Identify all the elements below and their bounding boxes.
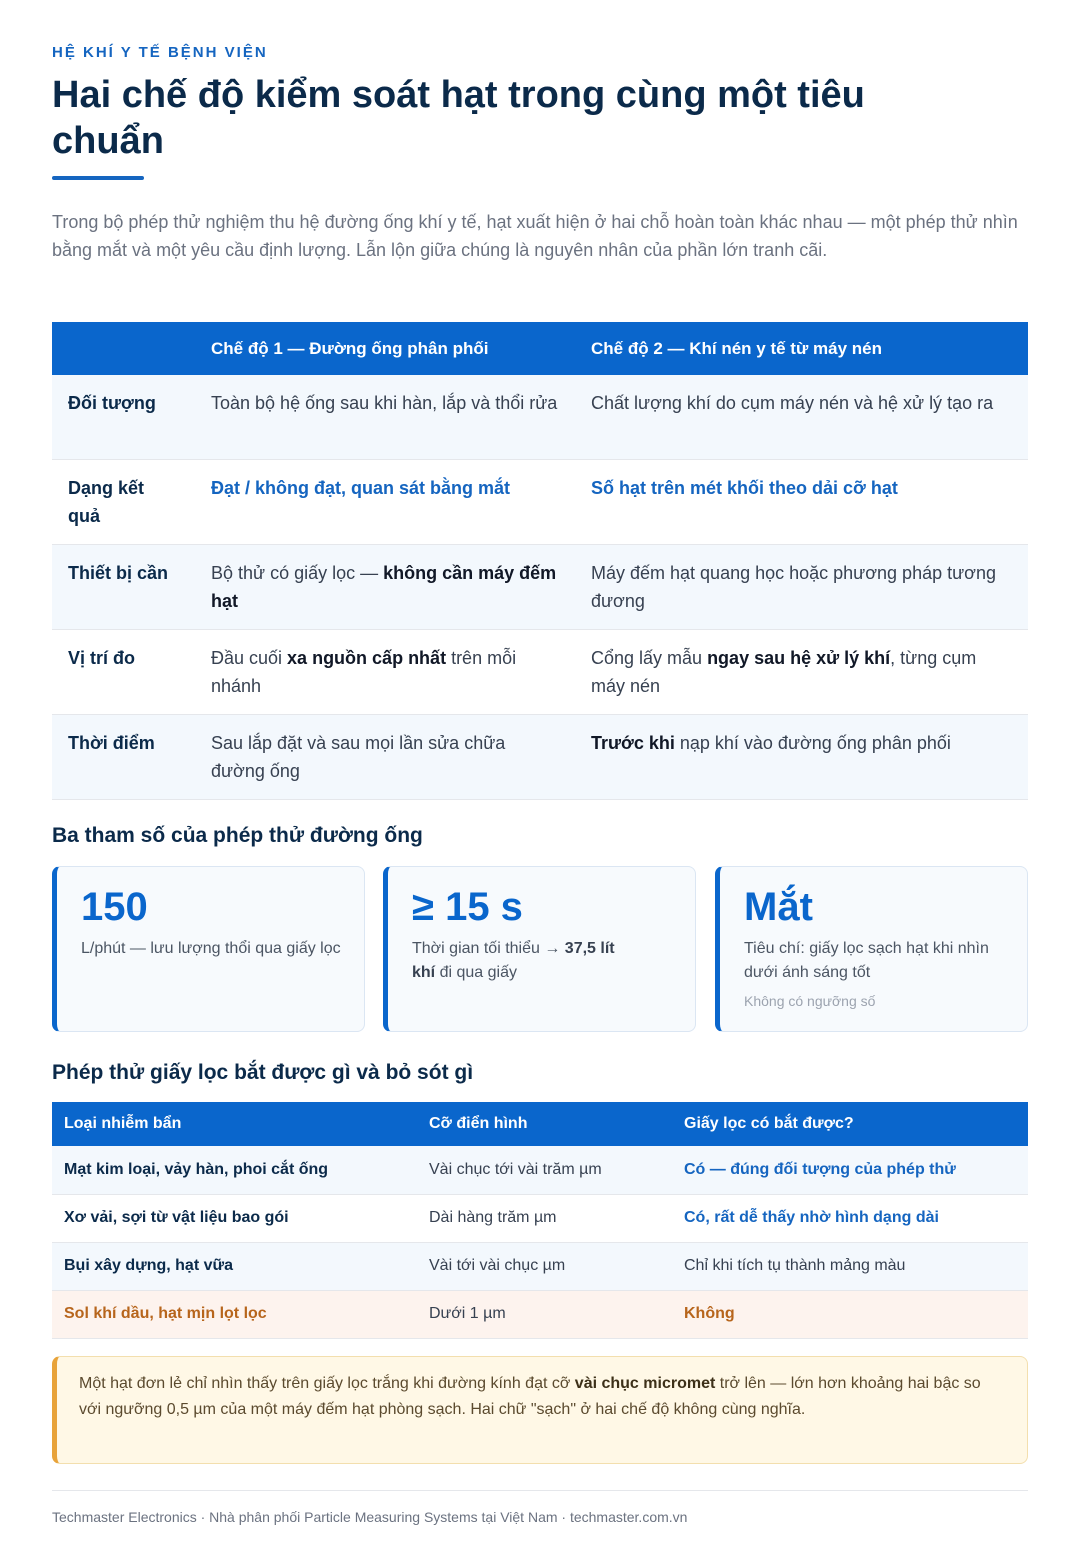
contaminant-table [52,1102,1028,1339]
param-description: Tiêu chí: giấy lọc sạch hạt khi nhìn dưới ánh sáng tốt [744,940,989,981]
header-result: Giấy lọc có bắt được? [672,1102,1028,1146]
table-row [52,1194,1028,1242]
cell-text: Đầu cuối [211,647,288,668]
params-heading: Ba tham số của phép thử đường ống [52,824,423,847]
contaminant-size: Vài tới vài chục µm [417,1242,672,1290]
mode1-cell [195,629,575,714]
comparison-header-empty [52,322,195,375]
cell-text: nạp khí vào đường ống phân phối [674,732,951,753]
cell-text: Bộ thử có giấy lọc — [211,562,384,583]
param-card-duration [383,866,696,1032]
catch-heading: Phép thử giấy lọc bắt được gì và bỏ sót gì [52,1061,474,1084]
table-row [52,1290,1028,1338]
row-label: Thiết bị cần [52,544,195,629]
param-cards [52,866,1028,1032]
row-label: Đối tượng [52,375,195,459]
row-label: Thời điểm [52,714,195,799]
mode1-cell [195,544,575,629]
table-row [52,459,1028,544]
cell-text: trên mỗi nhánh [211,647,517,696]
cell-emphasis: ngay sau hệ xử lý khí [707,647,891,668]
table-row [52,1242,1028,1290]
mode1-cell: Toàn bộ hệ ống sau khi hàn, lắp và thổi rửa [195,375,575,459]
callout-note [52,1356,1028,1464]
param-text: Thời gian tối thiểu → [412,940,565,957]
callout-text: trở lên — lớn hơn khoảng hai bậc so với ngưỡng 0,5 µm của một máy đếm hạt phòng sạch. Hai chữ "sạch" ở hai chế độ không cùng nghĩa. [79,1375,981,1418]
cell-text: , từng cụm máy nén [591,647,977,696]
title-underline [52,176,144,180]
param-description [412,937,675,985]
table-row [52,714,1028,799]
comparison-header-mode2: Chế độ 2 — Khí nén y tế từ máy nén [575,322,1028,375]
mode2-cell [575,629,1028,714]
param-emphasis: khí [412,964,436,981]
param-card-flow [52,866,365,1032]
param-emphasis: 37,5 lít [564,940,615,957]
contaminant-result: Có — đúng đối tượng của phép thử [672,1146,1028,1194]
mode2-cell [575,714,1028,799]
cell-emphasis: không cần máy đếm hạt [211,562,557,611]
contaminant-type: Bụi xây dựng, hạt vữa [52,1242,417,1290]
table-row [52,629,1028,714]
param-description: L/phút — lưu lượng thổi qua giấy lọc [81,940,341,957]
table-row [52,544,1028,629]
param-text: đi qua giấy [435,964,517,981]
row-label: Vị trí đo [52,629,195,714]
param-value: 150 [81,885,148,929]
cell-emphasis: xa nguồn cấp nhất [287,647,447,668]
header-size: Cỡ điển hình [417,1102,672,1146]
mode2-cell: Số hạt trên mét khối theo dải cỡ hạt [575,459,1028,544]
contaminant-result: Có, rất dễ thấy nhờ hình dạng dài [672,1194,1028,1242]
contaminant-result: Không [672,1290,1028,1338]
footer-text: Techmaster Electronics · Nhà phân phối Particle Measuring Systems tại Việt Nam · techmaster.com.vn [52,1509,688,1525]
kicker: HỆ KHÍ Y TẾ BỆNH VIỆN [52,44,268,61]
mode2-cell: Chất lượng khí do cụm máy nén và hệ xử lý tạo ra [575,375,1028,459]
row-label: Dạng kết quả [52,459,195,544]
callout-emphasis: vài chục micromet [574,1375,716,1392]
comparison-table [52,322,1028,800]
comparison-header-row [52,322,1028,375]
param-note: Không có ngưỡng số [744,993,876,1009]
footer-divider [52,1490,1028,1491]
contaminant-result: Chỉ khi tích tụ thành mảng màu [672,1242,1028,1290]
param-card-visual [715,866,1028,1032]
contaminant-size: Dài hàng trăm µm [417,1194,672,1242]
header-type: Loại nhiễm bẩn [52,1102,417,1146]
comparison-header-mode1: Chế độ 1 — Đường ống phân phối [195,322,575,375]
mode1-cell: Sau lắp đặt và sau mọi lần sửa chữa đường ống [195,714,575,799]
contaminant-size: Dưới 1 µm [417,1290,672,1338]
param-value: ≥ 15 s [412,885,523,929]
contaminant-size: Vài chục tới vài trăm µm [417,1146,672,1194]
table-row [52,375,1028,459]
mode1-cell: Đạt / không đạt, quan sát bằng mắt [195,459,575,544]
intro-paragraph: Trong bộ phép thử nghiệm thu hệ đường ống khí y tế, hạt xuất hiện ở hai chỗ hoàn toàn khác nhau — một phép thử nhìn bằng mắt và một yêu cầu định lượng. Lẫn lộn giữa chúng là nguyên nhân của phần lớn tranh cãi. [52,212,1018,260]
contaminant-type: Mạt kim loại, vảy hàn, phoi cắt ống [52,1146,417,1194]
page-title: Hai chế độ kiểm soát hạt trong cùng một tiêu chuẩn [52,74,865,162]
cell-emphasis: Trước khi [591,732,675,753]
cell-text: Cổng lấy mẫu [591,647,708,668]
contaminant-header-row [52,1102,1028,1146]
contaminant-type: Xơ vải, sợi từ vật liệu bao gói [52,1194,417,1242]
mode2-cell: Máy đếm hạt quang học hoặc phương pháp tương đương [575,544,1028,629]
contaminant-type: Sol khí dầu, hạt mịn lọt lọc [52,1290,417,1338]
table-row [52,1146,1028,1194]
param-value: Mắt [744,885,813,929]
callout-text: Một hạt đơn lẻ chỉ nhìn thấy trên giấy lọc trắng khi đường kính đạt cỡ [79,1375,575,1392]
